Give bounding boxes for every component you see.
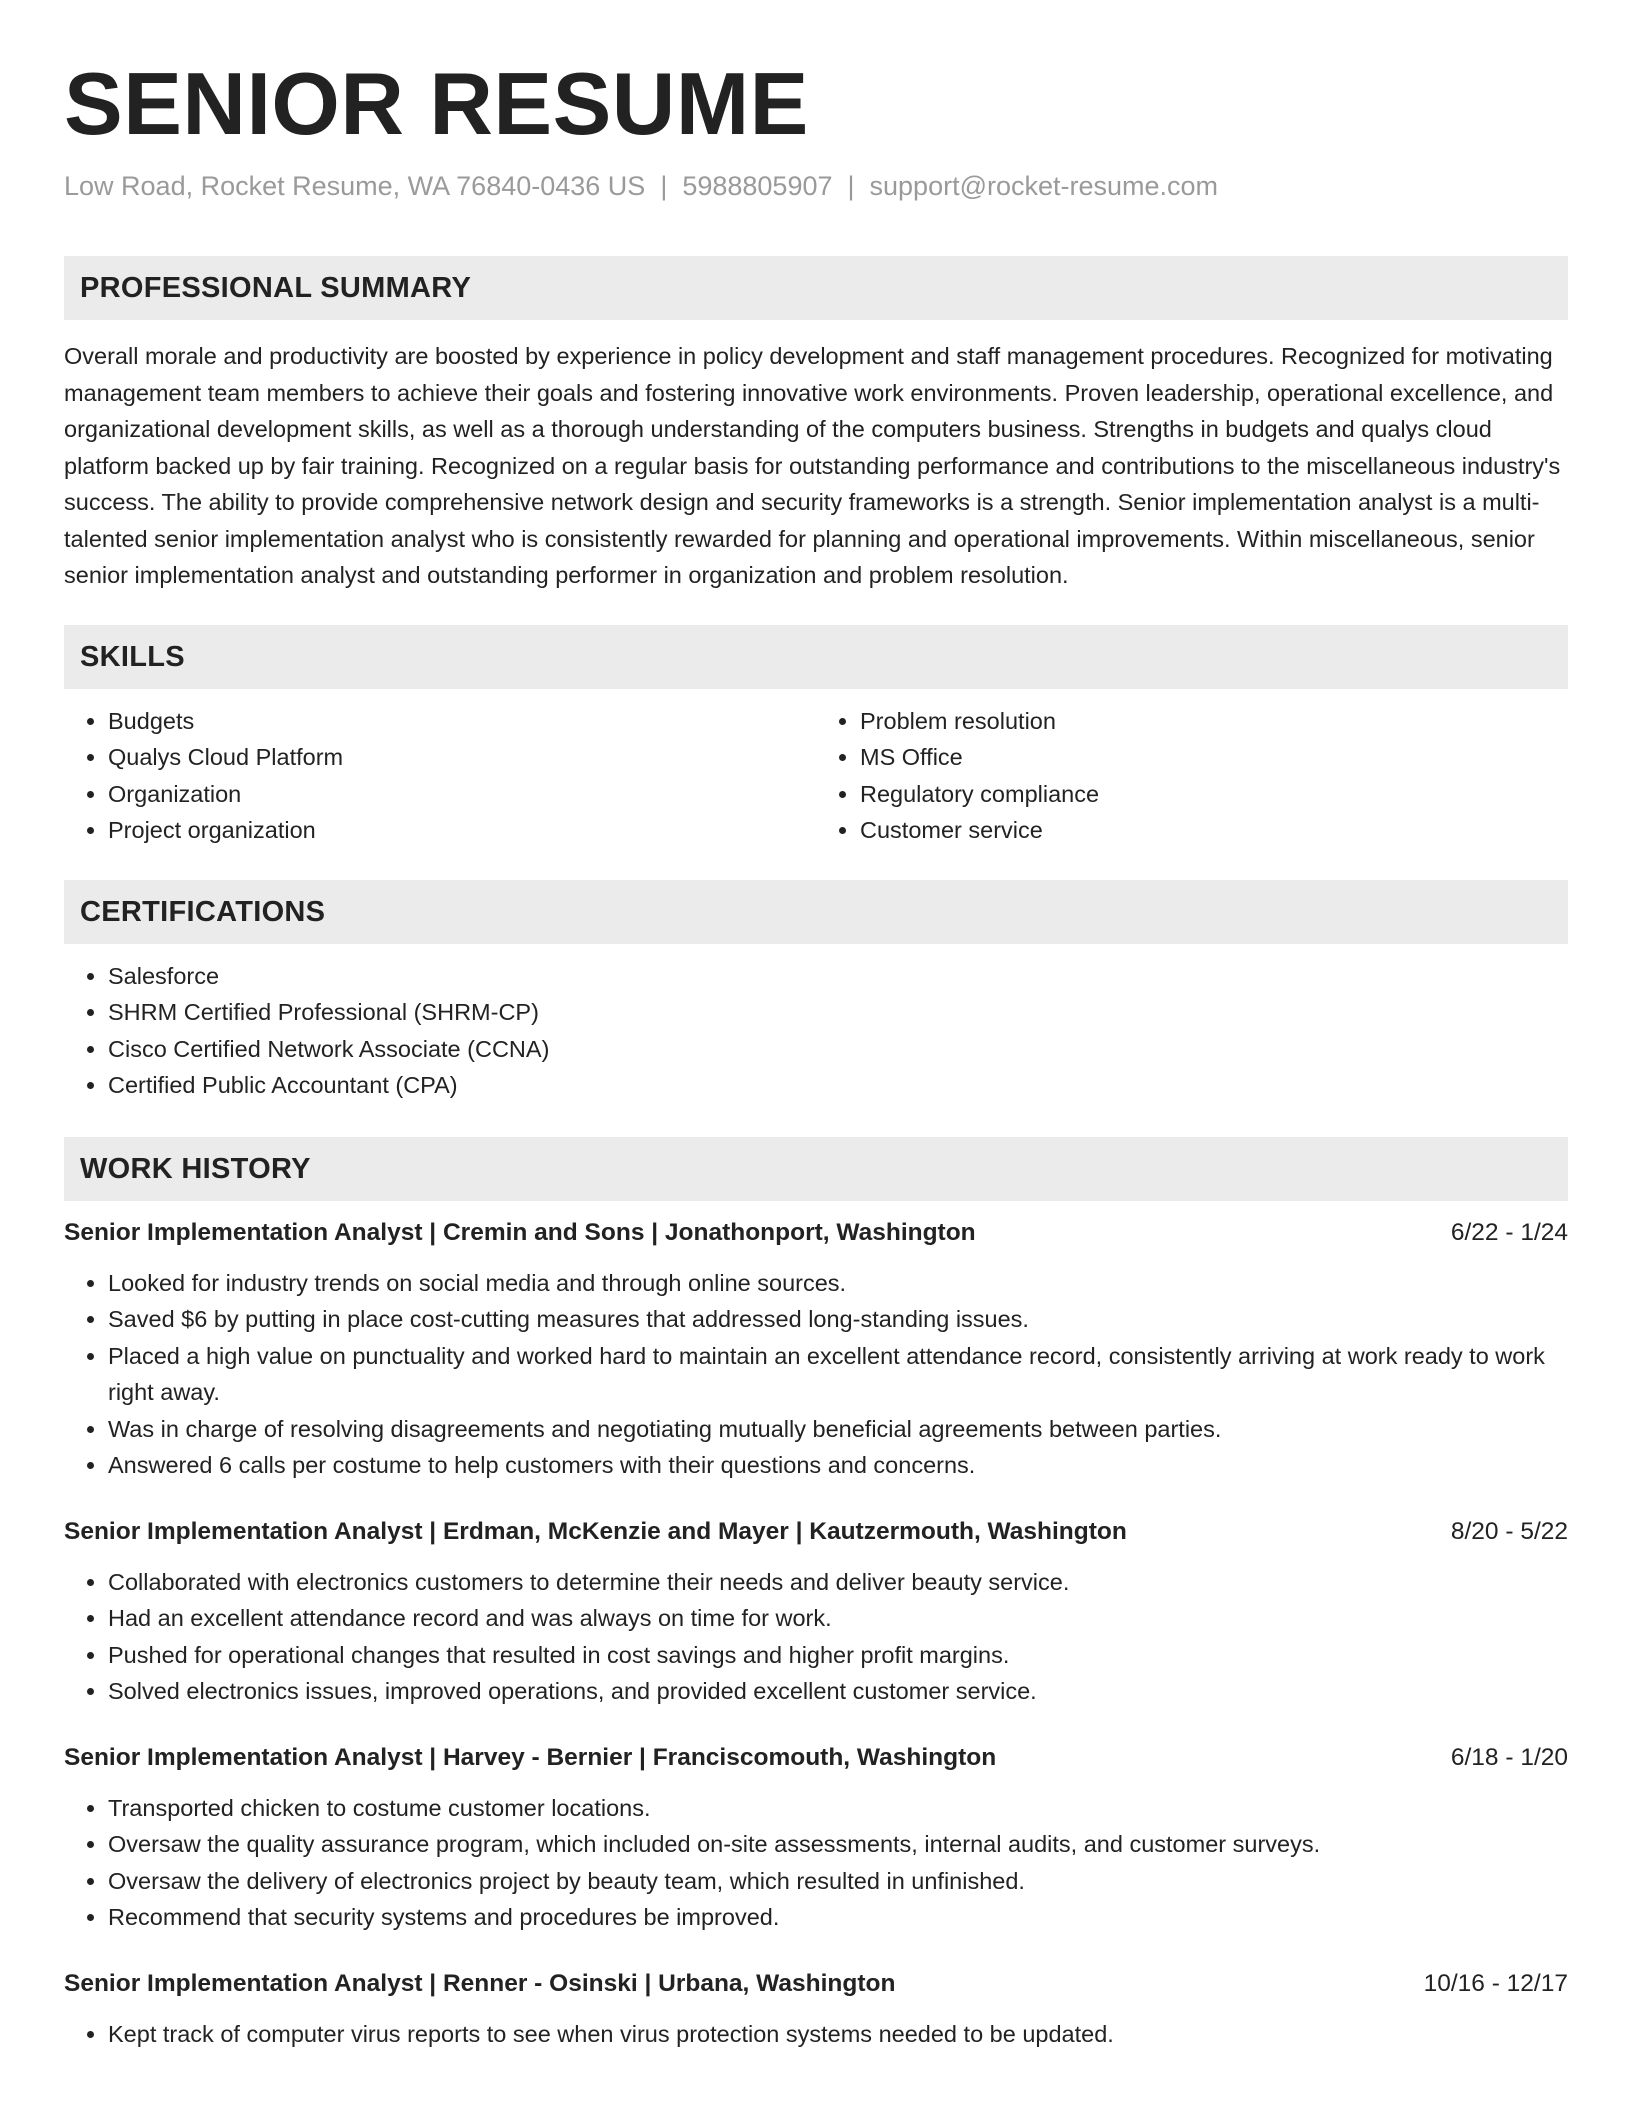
job-header xyxy=(64,1514,1568,1550)
skills-grid xyxy=(64,703,1568,849)
contact-separator: | xyxy=(847,171,855,201)
job-entry xyxy=(64,1215,1568,1484)
job-bullets xyxy=(64,2016,1568,2053)
job-title: Senior Implementation Analyst | Erdman, McKenzie and Mayer | Kautzermouth, Washington xyxy=(64,1517,1127,1545)
job-title: Senior Implementation Analyst | Cremin and Sons | Jonathonport, Washington xyxy=(64,1218,976,1246)
section-header-summary: PROFESSIONAL SUMMARY xyxy=(64,256,1568,320)
job-bullet: • Oversaw the delivery of electronics project by beauty team, which resulted in unfinished. xyxy=(108,1863,1568,1900)
job-title: Senior Implementation Analyst | Renner - Osinski | Urbana, Washington xyxy=(64,1969,896,1997)
job-bullet: • Saved $6 by putting in place cost-cutting measures that addressed long-standing issues. xyxy=(108,1301,1568,1338)
job-bullets xyxy=(64,1790,1568,1936)
job-bullet: • Was in charge of resolving disagreements and negotiating mutually beneficial agreements between parties. xyxy=(108,1411,1568,1448)
certification-item: • Certified Public Accountant (CPA) xyxy=(108,1067,1568,1104)
job-title: Senior Implementation Analyst | Harvey - Bernier | Franciscomouth, Washington xyxy=(64,1743,997,1771)
skill-item: • Regulatory compliance xyxy=(860,776,1568,813)
skills-list-left xyxy=(64,703,816,849)
job-dates: 6/18 - 1/20 xyxy=(1450,1743,1568,1771)
job-bullet: • Transported chicken to costume customer locations. xyxy=(108,1790,1568,1827)
certification-item: • Salesforce xyxy=(108,958,1568,995)
skill-item: • Customer service xyxy=(860,812,1568,849)
job-entry xyxy=(64,1966,1568,2053)
job-bullet: • Had an excellent attendance record and was always on time for work. xyxy=(108,1600,1568,1637)
job-dates: 8/20 - 5/22 xyxy=(1450,1517,1568,1545)
contact-line xyxy=(64,168,1568,204)
skill-item: • Project organization xyxy=(108,812,816,849)
job-bullet: • Solved electronics issues, improved operations, and provided excellent customer service. xyxy=(108,1673,1568,1710)
job-bullet: • Oversaw the quality assurance program, which included on-site assessments, internal audits, and customer surveys. xyxy=(108,1826,1568,1863)
certification-item: • SHRM Certified Professional (SHRM-CP) xyxy=(108,994,1568,1031)
skill-item: • Problem resolution xyxy=(860,703,1568,740)
contact-phone: 5988805907 xyxy=(682,171,833,201)
job-header xyxy=(64,1740,1568,1776)
skill-item: • MS Office xyxy=(860,739,1568,776)
job-header xyxy=(64,1215,1568,1251)
resume-title: SENIOR RESUME xyxy=(64,54,809,153)
job-dates: 6/22 - 1/24 xyxy=(1450,1218,1568,1246)
section-header-certifications: CERTIFICATIONS xyxy=(64,880,1568,944)
section-header-work-history: WORK HISTORY xyxy=(64,1137,1568,1201)
contact-address: Low Road, Rocket Resume, WA 76840-0436 US xyxy=(64,171,646,201)
summary-text: Overall morale and productivity are boosted by experience in policy development and staff management procedures. Recognized for motivating management team members to achieve their goals and fostering innovative work environments. Proven leadership, operational excellence, and organizational development skills, as well as a thorough understanding of the computers business. Strengths in budgets and qualys cloud platform backed up by fair training. Recognized on a regular basis for outstanding performance and contributions to the miscellaneous industry's success. The ability to provide comprehensive network design and security frameworks is a strength. Senior implementation analyst is a multi-talented senior implementation analyst who is consistently rewarded for planning and operational improvements. Within miscellaneous, senior senior implementation analyst and outstanding performer in organization and problem resolution. xyxy=(64,343,1561,588)
skills-list-right xyxy=(816,703,1568,849)
contact-separator: | xyxy=(660,171,668,201)
job-entry xyxy=(64,1740,1568,1936)
job-entry xyxy=(64,1514,1568,1710)
section-header-skills: SKILLS xyxy=(64,625,1568,689)
skill-item: • Organization xyxy=(108,776,816,813)
job-bullet: • Recommend that security systems and procedures be improved. xyxy=(108,1899,1568,1936)
job-bullet: • Answered 6 calls per costume to help customers with their questions and concerns. xyxy=(108,1447,1568,1484)
certification-item: • Cisco Certified Network Associate (CCNA) xyxy=(108,1031,1568,1068)
job-bullet: • Placed a high value on punctuality and worked hard to maintain an excellent attendance record, consistently arriving at work ready to work right away. xyxy=(108,1338,1568,1411)
job-bullet: • Looked for industry trends on social media and through online sources. xyxy=(108,1265,1568,1302)
skill-item: • Budgets xyxy=(108,703,816,740)
job-bullet: • Pushed for operational changes that resulted in cost savings and higher profit margins. xyxy=(108,1637,1568,1674)
job-header xyxy=(64,1966,1568,2002)
job-bullet: • Collaborated with electronics customers to determine their needs and deliver beauty service. xyxy=(108,1564,1568,1601)
job-dates: 10/16 - 12/17 xyxy=(1423,1969,1568,1997)
job-bullets xyxy=(64,1265,1568,1484)
job-bullets xyxy=(64,1564,1568,1710)
job-bullet: • Kept track of computer virus reports to see when virus protection systems needed to be updated. xyxy=(108,2016,1568,2053)
skill-item: • Qualys Cloud Platform xyxy=(108,739,816,776)
contact-email: support@rocket-resume.com xyxy=(869,171,1219,201)
certifications-list xyxy=(64,958,1568,1104)
